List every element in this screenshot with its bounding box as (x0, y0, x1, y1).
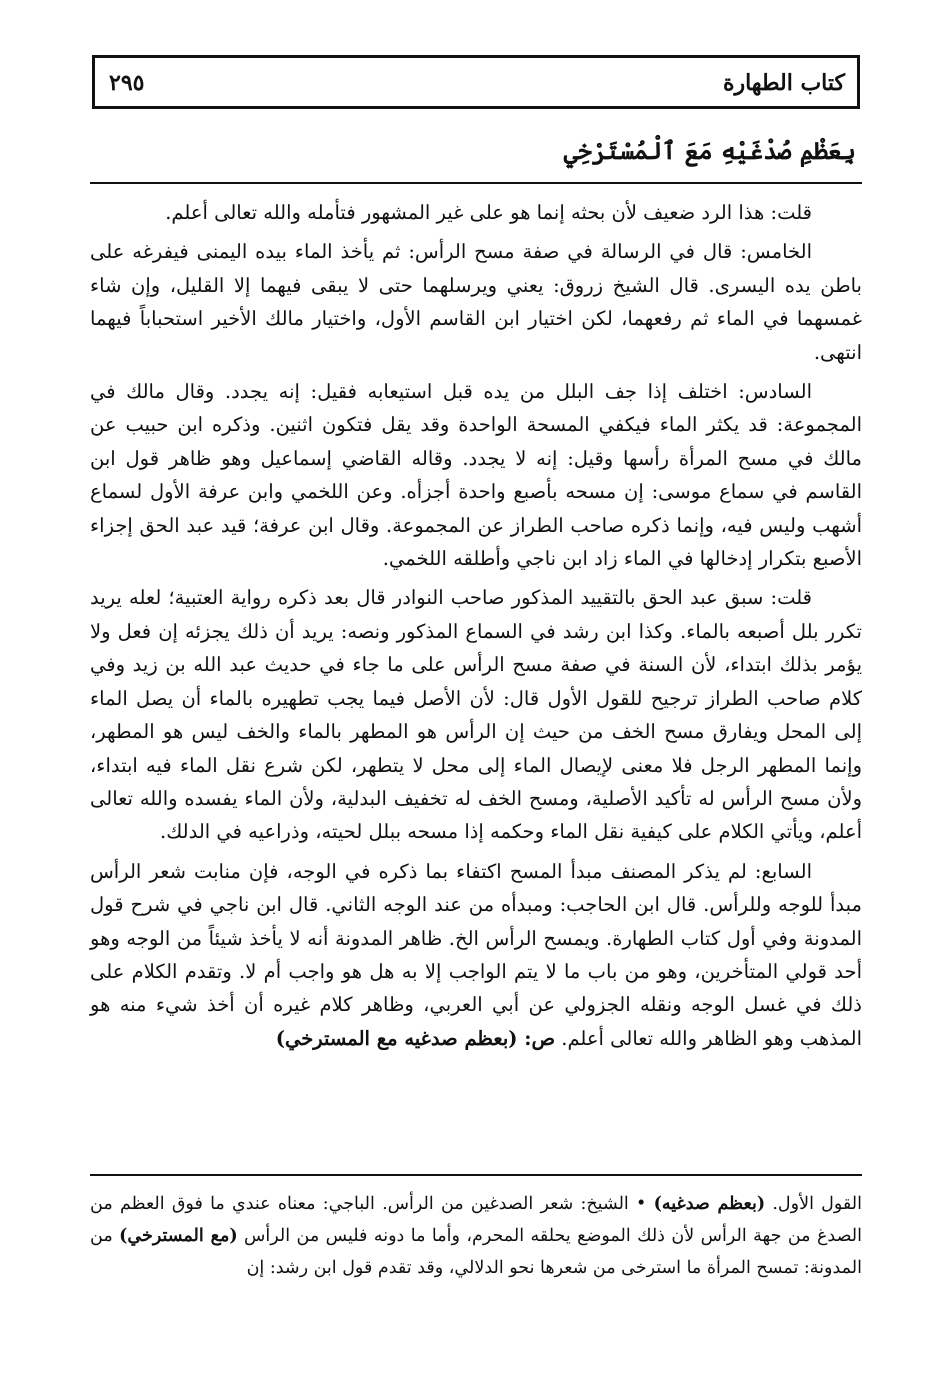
paragraph-3: السادس: اختلف إذا جف البلل من يده قبل استيعابه فقيل: إنه يجدد. وقال مالك في المجموعة: قد يكثر الماء فيكفي المسحة الواحدة وقد يقل فتكون اثنين. وذكره ابن حبيب عن مالك في مسح المرأة رأسها وقيل: إنه لا يجدد. وقاله القاضي إسماعيل وهو ظاهر قول ابن القاسم في سماع موسى: إن مسحه بأصبع واحدة أجزأه. وعن اللخمي وابن عرفة الأول لسماع أشهب وليس فيه، وإنما ذكره صاحب الطراز عن المجموعة. وقال ابن عرفة؛ قيد عبد الحق إجزاء الأصبع بتكرار إدخالها في الماء زاد ابن ناجي وأطلقه اللخمي. (90, 380, 862, 571)
paragraph-1: قلت: هذا الرد ضعيف لأن بحثه إنما هو على غير المشهور فتأمله والله تعالى أعلم. (165, 201, 812, 224)
paragraph-2: الخامس: قال في الرسالة في صفة مسح الرأس: ثم يأخذ الماء بيده اليمنى فيفرغه على باطن يده اليسرى. قال الشيخ زروق: يعني ويرسلهما حتى لا يبقى فيهما إلا القليل، وإن شاء غمسهما في الماء ثم رفعهما، لكن اختيار ابن القاسم الأول، واختيار مالك الأخير استحباباً فيهما انتهى. (90, 240, 862, 364)
page-number: ٢٩٥ (109, 70, 145, 96)
paragraph-5-text: السابع: لم يذكر المصنف مبدأ المسح اكتفاء بما ذكره في الوجه، فإن منابت شعر الرأس مبدأ للوجه وللرأس. قال ابن الحاجب: ومبدأه من عند الوجه الثاني. قال ابن ناجي في شرح قول المدونة وفي أول كتاب الطهارة. ويمسح الرأس الخ. ظاهر المدونة أنه لا يأخذ شيئاً من الوجه وهو أحد قولي المتأخرين، وهو من باب ما لا يتم الواجب إلا به هل هو واجب أم لا. وتقدم الكلام على ذلك في غسل الوجه ونقله الجزولي عن أبي العربي، وظاهر كلام غيره أن أخذ شيء منه هو المذهب وهو الظاهر والله تعالى أعلم. (90, 859, 862, 1050)
footnote-section (90, 1188, 862, 1284)
footnote-quote-2: (مع المسترخي) (119, 1226, 238, 1246)
footnote-quote-1: (بعظم صدغيه) (653, 1194, 766, 1214)
running-header (92, 55, 860, 109)
footnote-lead: القول الأول. (772, 1194, 862, 1214)
paragraph-5 (90, 855, 862, 1055)
matn-heading: بِعَظْمِ صُدْغَيْهِ مَعَ ٱلْمُسْتَرْخِي (563, 136, 856, 165)
footnote-divider (90, 1174, 862, 1176)
matn-reference: ص: (بعظم صدغيه مع المسترخي) (275, 1026, 556, 1050)
footnote-text-1: • الشيخ: شعر الصدغين من الرأس. الباجي: معناه عندي ما فوق العظم من الصدغ من جهة الرأس لأن ذلك الموضع يحلقه المحرم، وأما ما دونه فليس من الرأس (90, 1194, 862, 1246)
paragraph-4: قلت: سبق عبد الحق بالتقييد المذكور صاحب النوادر قال بعد ذكره رواية العتبية؛ لعله يريد تكرر بلل أصبعه بالماء. وكذا ابن رشد في السماع المذكور ونصه: يريد أن ذلك يجزئه إن فعل ولا يؤمر بذلك ابتداء، لأن السنة في صفة مسح الرأس على ما جاء في حديث عبد الله بن زيد وفي كلام صاحب الطراز ترجيح للقول الأول قال: لأن الأصل فيما يجب تطهيره بالماء أن يصل الماء إلى المحل ويفارق مسح الخف من حيث إن الرأس هو المطهر بالماء والخف ليس هو المطهر، وإنما المطهر الرجل فلا معنى لإيصال الماء إلى محل لا يتطهر، لكن شرع نقل الماء فيه ابتداء، ولأن مسح الرأس له تأكيد الأصلية، ومسح الخف له تخفيف البدلية، ولأن الماء يفسده والله تعالى أعلم، ويأتي الكلام على كيفية نقل الماء وحكمه إذا مسحه ببلل لحيته، وذراعيه في الدلك. (90, 586, 862, 844)
top-divider (90, 182, 862, 184)
footnote-paragraph (90, 1188, 862, 1284)
running-head-title: كتاب الطهارة (722, 70, 845, 96)
commentary-body (90, 196, 862, 1061)
footnote-text-2: من المدونة: تمسح المرأة ما استرخى من شعرها نحو الدلالي، وقد تقدم قول ابن رشد: إن (90, 1226, 862, 1278)
